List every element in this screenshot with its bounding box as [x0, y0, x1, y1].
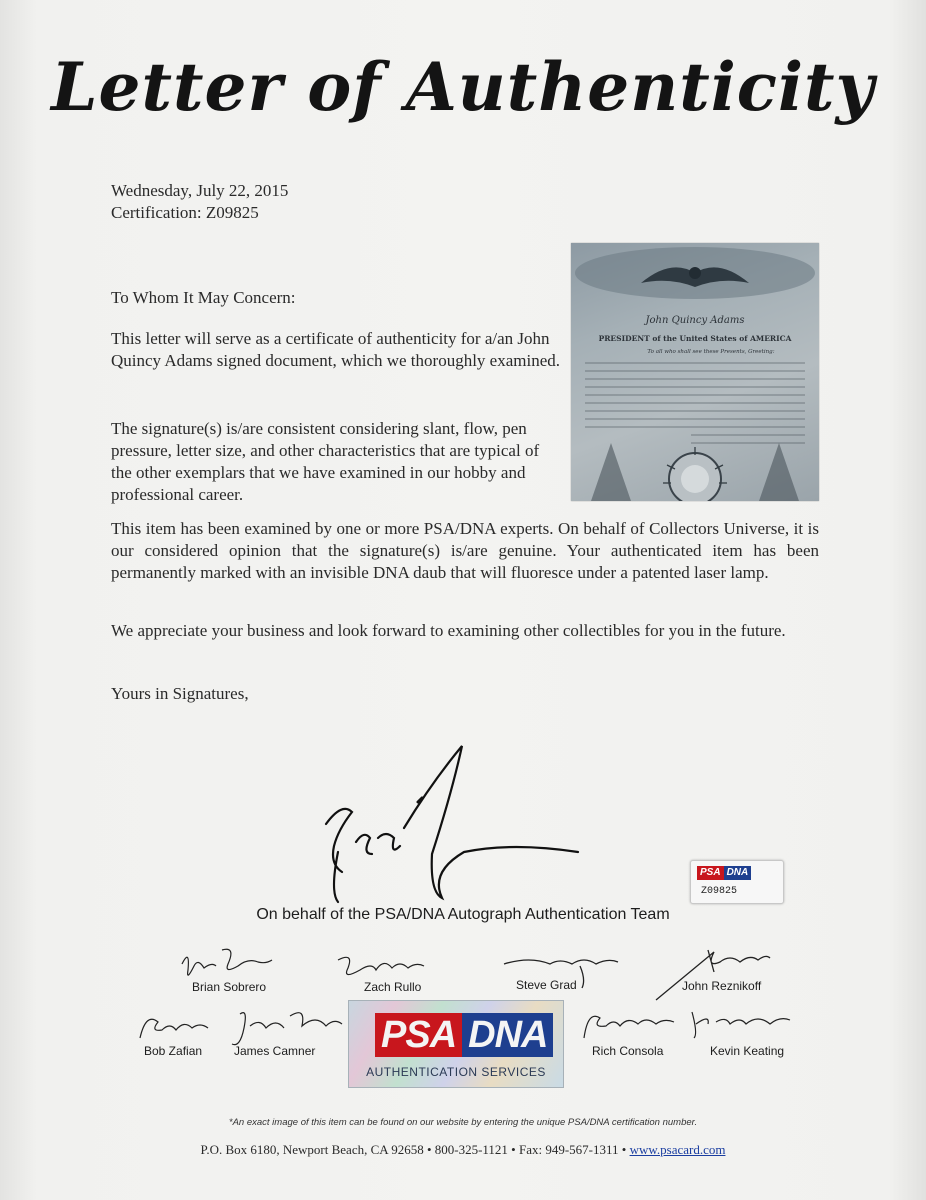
- signature-scribble: [686, 1006, 796, 1042]
- staff-name: James Camner: [234, 1044, 316, 1058]
- dna-logo-text: DNA: [462, 1013, 553, 1057]
- salutation: To Whom It May Concern:: [111, 288, 296, 307]
- staff-signature-rich-consola: [580, 1006, 680, 1060]
- sticker-cert-number: Z09825: [701, 886, 738, 897]
- certification-number: Certification: Z09825: [111, 203, 259, 222]
- staff-name: John Reznikoff: [682, 979, 762, 993]
- staff-signature-james-camner: [226, 1004, 346, 1060]
- signature-scribble: [176, 944, 276, 984]
- paragraph-4: We appreciate your business and look forward to examining other collectibles for you in the future.: [111, 621, 786, 640]
- signature-scribble: [650, 942, 774, 1002]
- signature-scribble: [136, 1008, 226, 1044]
- paragraph-1: This letter will serve as a certificate of authenticity for a/an John Quincy Adams signed document, which we thoroughly examined.: [111, 329, 560, 370]
- staff-signature-zach-rullo: [332, 950, 432, 1000]
- doc-line-3: To all who shall see these Presents, Greeting:: [647, 349, 775, 355]
- staff-name: Brian Sobrero: [192, 980, 267, 994]
- doc-line-1: John Quincy Adams: [645, 315, 745, 326]
- psa-certification-sticker: [690, 860, 784, 904]
- footer-address: [0, 1142, 926, 1158]
- psa-dna-logo-small: [697, 866, 751, 880]
- paragraph-2: The signature(s) is/are consistent considering slant, flow, pen pressure, letter size, and other characteristics that are typical of the other exemplars that we have examined in our hobby and professional career.: [111, 419, 540, 504]
- document-photo: [571, 243, 819, 501]
- doc-line-2: PRESIDENT of the United States of AMERICA: [598, 334, 792, 343]
- letter-meta: [111, 180, 288, 224]
- website-link[interactable]: www.psacard.com: [629, 1142, 726, 1157]
- signature-scribble: [332, 950, 432, 984]
- letter-title: Letter of Authenticity: [51, 48, 875, 126]
- on-behalf-line: On behalf of the PSA/DNA Autograph Authentication Team: [256, 906, 670, 923]
- psa-logo-text: PSA: [375, 1013, 462, 1057]
- staff-name: Zach Rullo: [364, 980, 422, 994]
- paragraph-3: This item has been examined by one or more PSA/DNA experts. On behalf of Collectors Universe, it is our considered opinion that the signature(s) is/are genuine. Your authenticated item has been permanently marked with an invisible DNA daub that will fluoresce under a patented laser lamp.: [111, 519, 819, 582]
- staff-name: Rich Consola: [592, 1044, 664, 1058]
- letter-date: Wednesday, July 22, 2015: [111, 181, 289, 200]
- address-text: P.O. Box 6180, Newport Beach, CA 92658 • 800-325-1121 • Fax: 949-567-1311 •: [200, 1142, 630, 1157]
- psa-dna-logo: [375, 1013, 553, 1057]
- staff-signature-steve-grad: [500, 950, 624, 1000]
- dna-logo-text: DNA: [724, 866, 752, 880]
- footnote: *An exact image of this item can be found on our website by entering the unique PSA/DNA certification number.: [228, 1117, 698, 1128]
- closing: Yours in Signatures,: [111, 684, 249, 703]
- psa-logo-text: PSA: [697, 866, 724, 880]
- psa-dna-hologram: [348, 1000, 564, 1088]
- staff-signature-kevin-keating: [686, 1006, 796, 1060]
- authentication-services-label: AUTHENTICATION SERVICES: [366, 1065, 546, 1079]
- staff-signature-john-reznikoff: [650, 942, 774, 1002]
- main-signature: [312, 742, 592, 912]
- staff-name: Kevin Keating: [710, 1044, 785, 1058]
- staff-signature-brian-sobrero: [176, 944, 276, 1000]
- document-photo-art: [571, 243, 819, 501]
- staff-name: Steve Grad: [516, 978, 577, 992]
- signature-scribble: [580, 1006, 680, 1042]
- staff-signature-bob-zafian: [136, 1008, 226, 1060]
- staff-name: Bob Zafian: [144, 1044, 203, 1058]
